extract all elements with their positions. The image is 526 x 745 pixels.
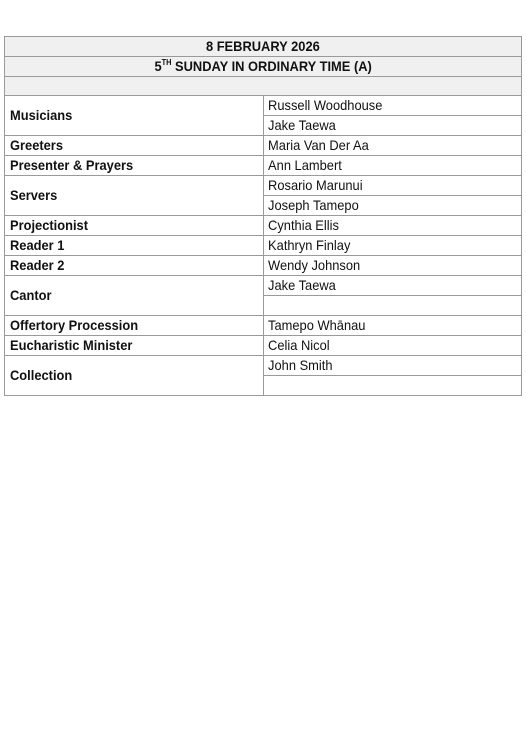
assigned-name: Cynthia Ellis [263,216,501,236]
role-label: Servers [5,176,264,216]
assigned-name: Celia Nicol [263,336,501,356]
roster-row [5,336,522,356]
role-label: Reader 2 [5,256,264,276]
occasion-ordinal-suffix: TH [161,58,172,67]
assigned-name: Tamepo Whānau [263,316,501,336]
date-row [5,37,522,57]
roster-row [5,256,522,276]
assigned-name: Ann Lambert [263,156,501,176]
roster-row [5,356,522,376]
assigned-name: Jake Taewa [263,116,501,136]
assigned-name [263,376,501,396]
roster-row [5,276,522,296]
spacer-row [5,77,522,96]
assigned-name: Rosario Marunui [263,176,501,196]
occasion-title: SUNDAY IN ORDINARY TIME (A) [171,58,372,74]
role-label: Presenter & Prayers [5,156,264,176]
occasion-row [5,57,522,77]
role-label: Offertory Procession [5,316,264,336]
role-label: Musicians [5,96,264,136]
roster-row [5,236,522,256]
assigned-name: Wendy Johnson [263,256,501,276]
assigned-name [263,296,501,316]
assigned-name: Jake Taewa [263,276,501,296]
roster-row [5,136,522,156]
occasion-heading [5,57,522,77]
assigned-name: Joseph Tamepo [263,196,501,216]
roster-row [5,216,522,236]
assigned-name: Russell Woodhouse [263,96,501,116]
role-label: Cantor [5,276,264,316]
role-label: Projectionist [5,216,264,236]
spacer-cell [5,77,522,96]
assigned-name: John Smith [263,356,501,376]
role-label: Greeters [5,136,264,156]
role-label: Collection [5,356,264,396]
roster-row [5,176,522,196]
assigned-name: Kathryn Finlay [263,236,501,256]
role-label: Reader 1 [5,236,264,256]
role-label: Eucharistic Minister [5,336,264,356]
roster-table [4,36,522,396]
roster-row [5,156,522,176]
roster-sheet [4,36,522,396]
occasion-number: 5 [154,58,162,74]
roster-row [5,316,522,336]
assigned-name: Maria Van Der Aa [263,136,501,156]
date-heading: 8 FEBRUARY 2026 [5,37,522,57]
roster-row [5,96,522,116]
